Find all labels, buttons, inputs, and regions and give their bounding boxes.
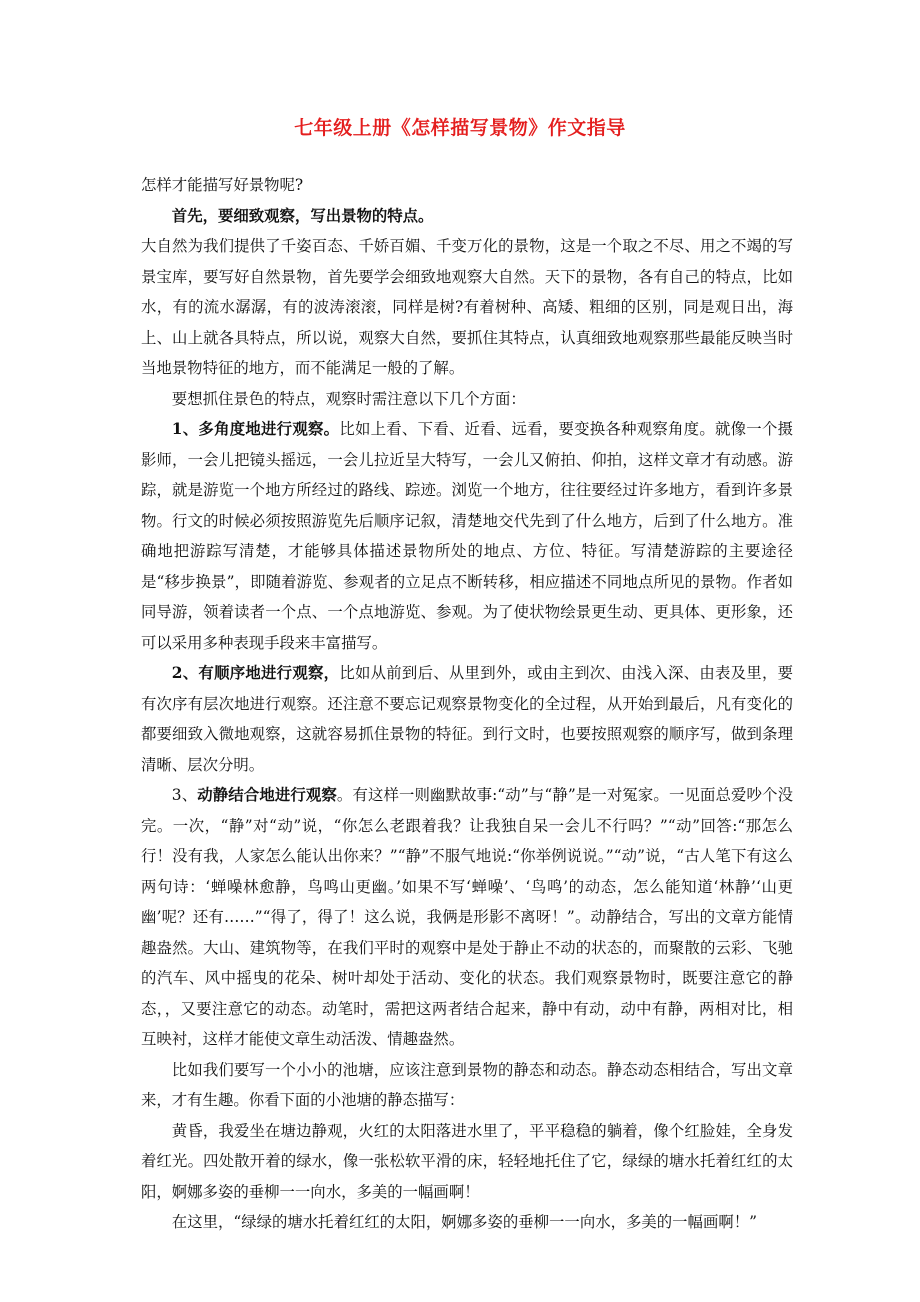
multi-angle-text: 比如上看、下看、近看、远看，要变换各种观察角度。就像一个摄影师，一会儿把镜头摇远，一会儿拉近呈大特写，一会儿又俯拍、仰拍，这样文章才有动感。游踪，就是游览一个地方所经过的路线、踪迹。浏览一个地方，往往要经过许多地方，看到许多景物。行文的时候必须按照游览先后顺序记叙，清楚地交代先到了什么地方，后到了什么地方。准确地把游踪写清楚，才能够具体描述景物所处的地点、方位、特征。写清楚游踪的主要途径是“移步换景”，即随着游览、参观者的立足点不断转移，相应描述不同地点所见的景物。作者如同导游，领着读者一个点、一个点地游览、参观。为了使状物绘景更生动、更具体、更形象，还可以采用多种表现手段来丰富描写。 — [141, 420, 793, 652]
motion-heading: 动静结合地进行观察 — [197, 786, 337, 804]
paragraph-aspects-intro: 要想抓住景色的特点，观察时需注意以下几个方面： — [171, 389, 526, 408]
paragraph-first-point: 首先，要细致观察，写出景物的特点。 — [171, 206, 434, 225]
paragraph-multi-angle — [141, 414, 793, 658]
document-body — [141, 170, 793, 1238]
document-title: 七年级上册《怎样描写景物》作文指导 — [294, 117, 626, 139]
motion-text: 。有这样一则幽默故事:“动”与“静”是一对冤家。一见面总爱吵个没完。一次，“静”对“动”说，“你怎么老跟着我？让我独自呆一会儿不行吗？”“动”回答:“那怎么行！没有我，人家怎么能认出你来？”“静”不服气地说:“你举例说说。”“动”说，“古人笔下有这么两句诗：‘蝉噪林愈静，鸟鸣山更幽。’如果不写‘蝉噪’、‘鸟鸣’的动态，怎么能知道‘林静’‘山更幽’呢？还有……”“得了，得了！这么说，我俩是形影不离呀！”。动静结合，写出的文章方能情趣盎然。大山、建筑物等，在我们平时的观察中是处于静止不动的状态的，而聚散的云彩、飞驰的汽车、风中摇曳的花朵、树叶却处于活动、变化的状态。我们观察景物时，既要注意它的静态，，又要注意它的动态。动笔时，需把这两者结合起来，静中有动，动中有静，两相对比，相互映衬，这样才能使文章生动活泼、情趣盎然。 — [141, 786, 793, 1048]
paragraph-sequence — [141, 658, 793, 780]
sequence-text: 比如从前到后、从里到外，或由主到次、由浅入深、由表及里，要有次序有层次地进行观察。还注意不要忘记观察景物变化的全过程，从开始到最后，凡有变化的都要细致入微地观察，这就容易抓住景物的特征。到行文时，也要按照观察的顺序写，做到条理清晰、层次分明。 — [141, 664, 793, 774]
multi-angle-heading: 1、多角度地进行观察。 — [171, 420, 340, 438]
paragraph-pond-description: 黄昏，我爱坐在塘边静观，火红的太阳落进水里了，平平稳稳的躺着，像个红脸娃，全身发着红光。四处散开着的绿水，像一张松软平滑的床，轻轻地托住了它，绿绿的塘水托着红红的太阳，婀娜多姿的垂柳一一向水，多美的一幅画啊！ — [141, 1121, 793, 1201]
motion-number: 3、 — [171, 786, 198, 804]
paragraph-pond-intro: 比如我们要写一个小小的池塘，应该注意到景物的静态和动态。静态动态相结合，写出文章来，才有生趣。你看下面的小池塘的静态描写： — [141, 1060, 793, 1109]
sequence-heading: 2、有顺序地进行观察， — [171, 664, 340, 682]
paragraph-analysis: 在这里，“绿绿的塘水托着红红的太阳，婀娜多姿的垂柳一一向水，多美的一幅画啊！” — [171, 1213, 757, 1231]
paragraph-motion-stillness — [141, 780, 793, 1055]
paragraph-question: 怎样才能描写好景物呢? — [141, 176, 304, 194]
paragraph-nature: 大自然为我们提供了千姿百态、千娇百媚、千变万化的景物，这是一个取之不尽、用之不竭的写景宝库，要写好自然景物，首先要学会细致地观察大自然。天下的景物，各有自己的特点，比如水，有的流水潺潺，有的波涛滚滚，同样是树?有着树种、高矮、粗细的区别，同是观日出，海上、山上就各具特点，所以说，观察大自然，要抓住其特点，认真细致地观察那些最能反映当时当地景物特征的地方，而不能满足一般的了解。 — [141, 237, 793, 377]
